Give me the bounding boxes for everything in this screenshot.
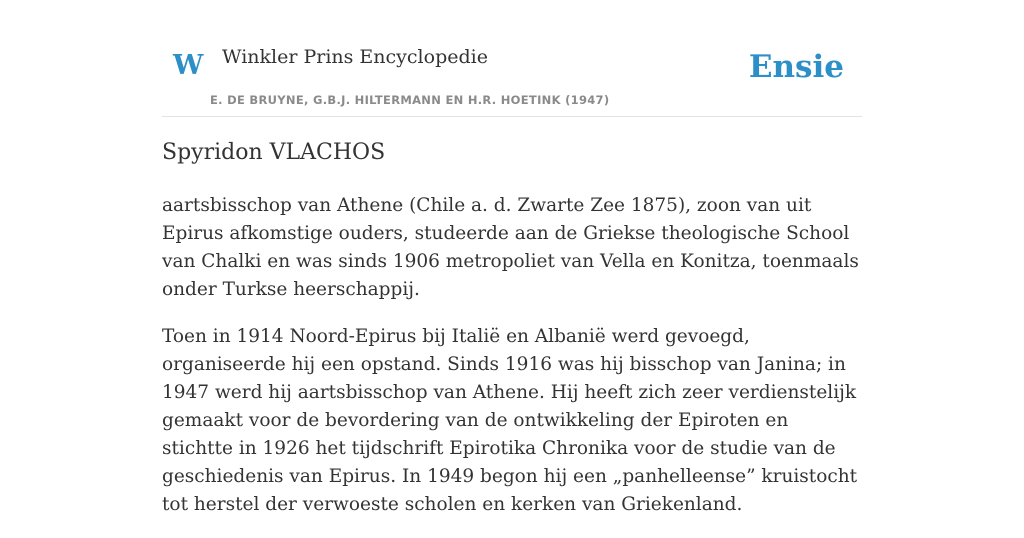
article-title: Spyridon VLACHOS [162,140,386,165]
site-title[interactable]: Winkler Prins Encyclopedie [222,46,488,68]
page [162,0,862,515]
header [162,0,862,117]
article-paragraph-1: aartsbisschop van Athene (Chile a. d. Zwarte Zee 1875), zoon van uit Epirus afkomstige ouders, studeerde aan de Griekse theologische School van Chalki en was sinds 1906 metropoliet van Vella en Konitza, toenmaals onder Turkse heerschappij. [162,195,859,300]
article-paragraph-2: Toen in 1914 Noord-Epirus bij Italië en Albanië werd gevoegd, organiseerde hij een opstand. Sinds 1916 was hij bisschop van Janina; in 1947 werd hij aartsbisschop van Athene. Hij heeft zich zeer verdienstelijk gemaakt voor de bevordering van de ontwikkeling der Epiroten en stichtte in 1926 het tijdschrift Epirotika Chronika voor de studie van de geschiedenis van Epirus. In 1949 begon hij een „panhelleense” kruistocht tot herstel der verwoeste scholen en kerken van Griekenland. [162,326,858,515]
article-body [162,192,862,538]
winkler-prins-logo-icon[interactable]: W [173,50,204,81]
ensie-brand-logo[interactable]: Ensie [748,49,844,85]
authors-line: E. DE BRUYNE, G.B.J. HILTERMANN EN H.R. HOETINK (1947) [210,93,610,107]
